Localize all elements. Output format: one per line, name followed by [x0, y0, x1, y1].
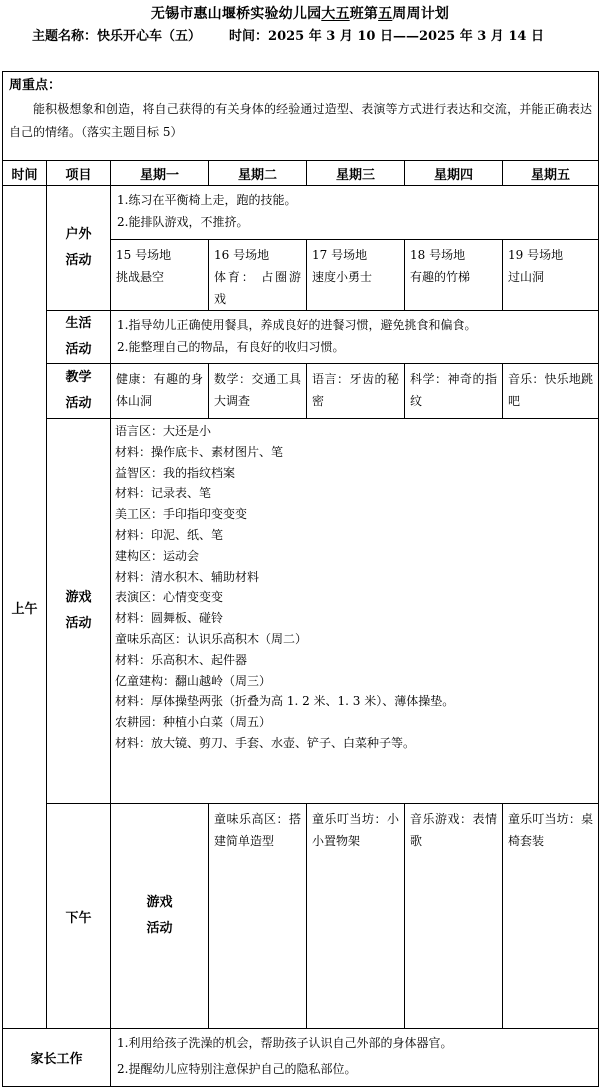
week-focus-cell	[3, 72, 599, 161]
teaching-wednesday: 语言：牙齿的秘密	[307, 364, 405, 419]
game-label-line1: 游戏	[65, 590, 92, 605]
life-goal-1: 1.指导幼儿正确使用餐具，养成良好的进餐习惯，避免挑食和偏食。	[117, 318, 477, 332]
game-line: 美工区：手印指印变变变	[115, 507, 248, 522]
game-line: 语言区：大还是小	[115, 424, 212, 438]
game-line: 亿童建构：翻山越岭（周三）	[115, 673, 272, 688]
outdoor-thursday-activity: 有趣的竹梯	[410, 270, 471, 284]
plan-subtitle	[32, 26, 572, 48]
teaching-activity-label	[47, 364, 111, 419]
outdoor-activity-label	[47, 186, 111, 311]
game-line: 材料：印泥、纸、笔	[115, 527, 224, 542]
week-focus-text: 能积极想象和创造，将自己获得的有关身体的经验通过造型、表演等方式进行表达和交流，并能正确表达自己的情绪。（落实主题目标 5）	[9, 102, 593, 139]
outdoor-goal-1: 1.练习在平衡椅上走，跑的技能。	[117, 193, 297, 207]
game-line: 农耕园：种植小白菜（周五）	[115, 715, 272, 730]
title-mid: 班第	[349, 6, 379, 22]
outdoor-tuesday-activity: 体育： 占圈游戏	[214, 270, 301, 306]
header-wednesday: 星期三	[307, 161, 405, 186]
teaching-friday: 音乐：快乐地跳吧	[503, 364, 599, 419]
outdoor-wednesday-activity: 速度小勇士	[312, 270, 373, 284]
theme-label: 主题名称：	[32, 29, 98, 44]
outdoor-goal-2: 2.能排队游戏，不推挤。	[117, 215, 249, 229]
week-focus-label: 周重点：	[9, 78, 62, 93]
teaching-label-line2: 活动	[65, 396, 92, 411]
game-line: 材料：乐高积木、起件器	[115, 652, 248, 667]
header-item: 项目	[47, 161, 111, 186]
outdoor-friday-activity: 过山洞	[508, 270, 545, 284]
plan-title	[0, 4, 600, 24]
family-work-label: 家长工作	[3, 1029, 111, 1087]
life-goal-2: 2.能整理自己的物品，有良好的收归习惯。	[117, 340, 345, 354]
outdoor-thursday-site: 18 号场地	[410, 248, 466, 262]
outdoor-wednesday	[307, 240, 405, 311]
outdoor-friday	[503, 240, 599, 311]
game-line: 材料：操作底卡、素材图片、笔	[115, 444, 284, 459]
afternoon-label: 下午	[47, 804, 111, 1029]
theme-name: 快乐开心车（五）	[97, 29, 202, 44]
outdoor-monday-site: 15 号场地	[116, 248, 172, 262]
header-time: 时间	[3, 161, 47, 186]
teaching-tuesday: 数学：交通工具大调查	[209, 364, 307, 419]
outdoor-goals	[111, 186, 599, 240]
game-line: 材料：放大镜、剪刀、手套、水壶、铲子、白菜种子等。	[115, 735, 416, 750]
game-line: 材料：厚体操垫两张（折叠为高 1. 2 米、1. 3 米）、薄体操垫。	[115, 694, 455, 709]
title-prefix: 无锡市惠山堰桥实验幼儿园	[150, 6, 322, 22]
game-line: 材料：圆舞板、碰铃	[115, 611, 224, 626]
afternoon-thursday: 童乐叮当坊：桌椅套装	[503, 804, 599, 1029]
family-work-line-2: 2.提醒幼儿应特别注意保护自己的隐私部位。	[117, 1062, 357, 1076]
game-line: 表演区：心情变变变	[115, 590, 224, 605]
outdoor-wednesday-site: 17 号场地	[312, 248, 368, 262]
game-label-line2: 活动	[65, 616, 92, 631]
game-area-list	[111, 419, 599, 804]
outdoor-thursday	[405, 240, 503, 311]
family-work-content	[111, 1029, 599, 1087]
outdoor-label-line1: 户外	[65, 227, 92, 242]
family-work-line-1: 1.利用给孩子洗澡的机会，帮助孩子认识自己外部的身体器官。	[117, 1036, 453, 1050]
header-thursday: 星期四	[405, 161, 503, 186]
afternoon-monday: 童味乐高区：搭建简单造型	[209, 804, 307, 1029]
game-line: 童味乐高区：认识乐高积木（周二）	[115, 631, 308, 646]
life-label-line2: 活动	[65, 342, 92, 357]
life-activity-label	[47, 311, 111, 364]
week-number: 五	[378, 6, 393, 22]
outdoor-monday-activity: 挑战悬空	[116, 270, 165, 284]
game-line: 益智区：我的指纹档案	[115, 465, 236, 480]
header-monday: 星期一	[111, 161, 209, 186]
time-range: 2025 年 3 月 10 日——2025 年 3 月 14 日	[268, 29, 544, 44]
title-suffix: 周周计划	[392, 6, 450, 22]
game-line: 材料：记录表、笔	[115, 486, 212, 501]
life-goals	[111, 311, 599, 364]
class-name: 大五	[321, 6, 350, 22]
header-tuesday: 星期二	[209, 161, 307, 186]
outdoor-monday	[111, 240, 209, 311]
outdoor-tuesday	[209, 240, 307, 311]
game-activity-label	[47, 419, 111, 804]
morning-label: 上午	[3, 186, 47, 1029]
outdoor-tuesday-site: 16 号场地	[214, 248, 270, 262]
game-line: 建构区：运动会	[115, 548, 200, 563]
teaching-label-line1: 教学	[65, 370, 92, 385]
time-label: 时间：	[229, 29, 269, 44]
game-line: 材料：清水积木、辅助材料	[115, 569, 260, 584]
outdoor-label-line2: 活动	[65, 253, 92, 268]
teaching-monday: 健康：有趣的身体山洞	[111, 364, 209, 419]
plan-table	[2, 71, 599, 1087]
teaching-thursday: 科学：神奇的指纹	[405, 364, 503, 419]
afternoon-activity-label	[111, 804, 209, 1029]
life-label-line1: 生活	[65, 316, 92, 331]
afternoon-label-line1: 游戏	[146, 895, 173, 910]
header-friday: 星期五	[503, 161, 599, 186]
outdoor-friday-site: 19 号场地	[508, 248, 564, 262]
afternoon-tuesday: 童乐叮当坊：小小置物架	[307, 804, 405, 1029]
afternoon-label-line2: 活动	[146, 921, 173, 936]
afternoon-wednesday: 音乐游戏：表情歌	[405, 804, 503, 1029]
